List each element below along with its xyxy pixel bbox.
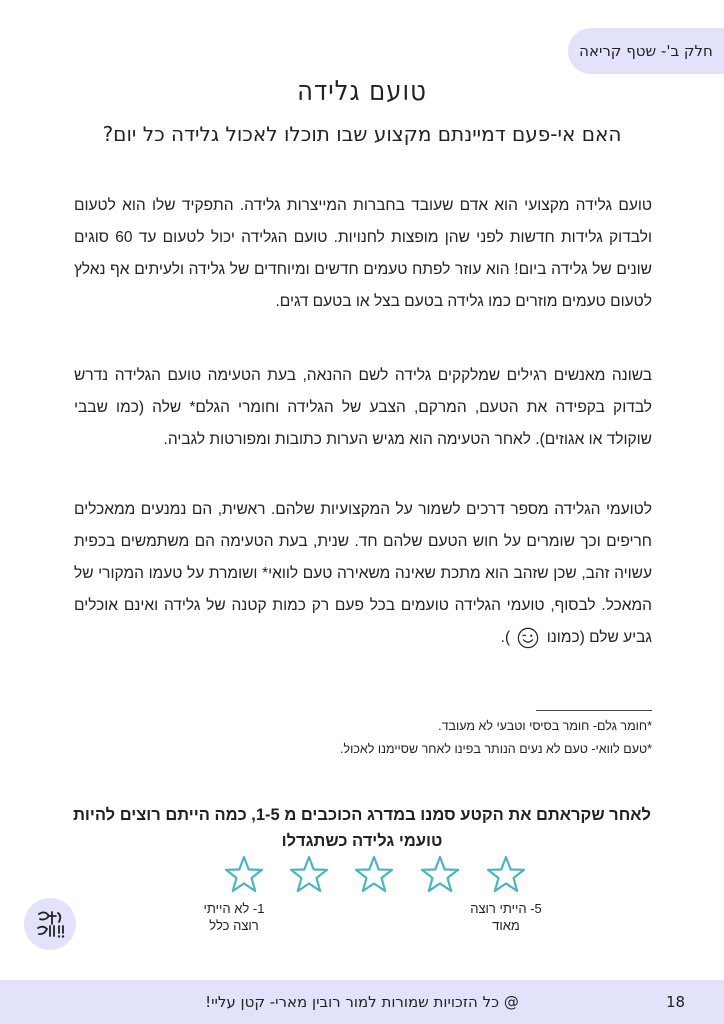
page-number: 18 (666, 993, 686, 1011)
section-tab-label: חלק ב'- שטף קריאה (579, 42, 713, 60)
copyright-text: @ כל הזכויות שמורות למור רובין מארי- קטן עליי! (205, 993, 519, 1011)
paragraph-3-paren-close: ). (500, 629, 511, 646)
star-icon (486, 855, 526, 893)
paragraph-3 (74, 494, 652, 654)
section-tab (568, 28, 724, 74)
footnote-divider (536, 710, 652, 711)
page-subtitle: האם אי-פעם דמיינתם מקצוע שבו תוכלו לאכול גלידה כל יום? (102, 122, 622, 146)
star-3[interactable] (354, 855, 394, 893)
star-icon (354, 855, 394, 893)
page-footer (0, 980, 724, 1024)
footnote-raw-material: *חומר גלם- חומר בסיסי וטבעי לא מעובד. (438, 719, 652, 733)
paragraph-2: בשונה מאנשים רגילים שמלקקים גלידה לשם ההנאה, בעת הטעימה טועם הגלידה נדרש לבדוק בקפידה את הטעם, המרקם, הצבע של הגלידה וחומרי הגלם* שלה (כמו שבבי שוקולד או אגוזים). לאחר הטעימה הוא מגיש הערות כתובות ומפורטות לגביה. (74, 367, 652, 448)
star-icon (224, 855, 264, 893)
rating-label-low: 1- לא הייתי רוצה כלל (203, 901, 265, 933)
star-2[interactable] (289, 855, 329, 893)
rating-label-high: 5- הייתי רוצה מאוד (470, 901, 542, 933)
star-5[interactable] (486, 855, 526, 893)
star-icon (289, 855, 329, 893)
page-title: טועם גלידה (297, 76, 427, 107)
star-1[interactable] (224, 855, 264, 893)
paragraph-3-paren-open: (כמונו (546, 629, 585, 646)
footnote-aftertaste: *טעם לוואי- טעם לא נעים הנותר בפינו לאחר שסיימנו לאכול. (340, 742, 652, 756)
star-4[interactable] (420, 855, 460, 893)
winking-smiley-icon (517, 627, 539, 649)
paragraph-3-text: לטועמי הגלידה מספר דרכים לשמור על המקצועיות שלהם. ראשית, הם נמנעים ממאכלים חריפים וכך שומרים על חוש הטעם שלהם חד. שנית, בעת הטעימה הם משתמשים בכפית עשויה זהב, שכן שזהב הוא מתכת שאינה משאירה טעם לוואי* ושומרת על טעמו המקורי של המאכל. לבסוף, טועמי הגלידה טועמים בכל פעם רק כמות קטנה של גלידה ואינם אוכלים גביע שלם (74, 501, 652, 646)
brand-logo-icon (24, 898, 76, 950)
star-icon (420, 855, 460, 893)
rating-question: לאחר שקראתם את הקטע סמנו במדרג הכוכבים מ 1-5, כמה הייתם רוצים להיות טועמי גלידה כשתגדלו (73, 806, 651, 850)
paragraph-1: טועם גלידה מקצועי הוא אדם שעובד בחברות המייצרות גלידה. התפקיד שלו הוא לטעום ולבדוק גלידות חדשות לפני שהן מופצות לחנויות. טועם הגלידה יכול לטעום עד 60 סוגים שונים של גלידה ביום! הוא עוזר לפתח טעמים חדשים ומיוחדים של גלידה ולעיתים אף נאלץ לטעום טעמים מוזרים כמו גלידה בטעם בצל או בטעם דגים. (74, 197, 652, 310)
